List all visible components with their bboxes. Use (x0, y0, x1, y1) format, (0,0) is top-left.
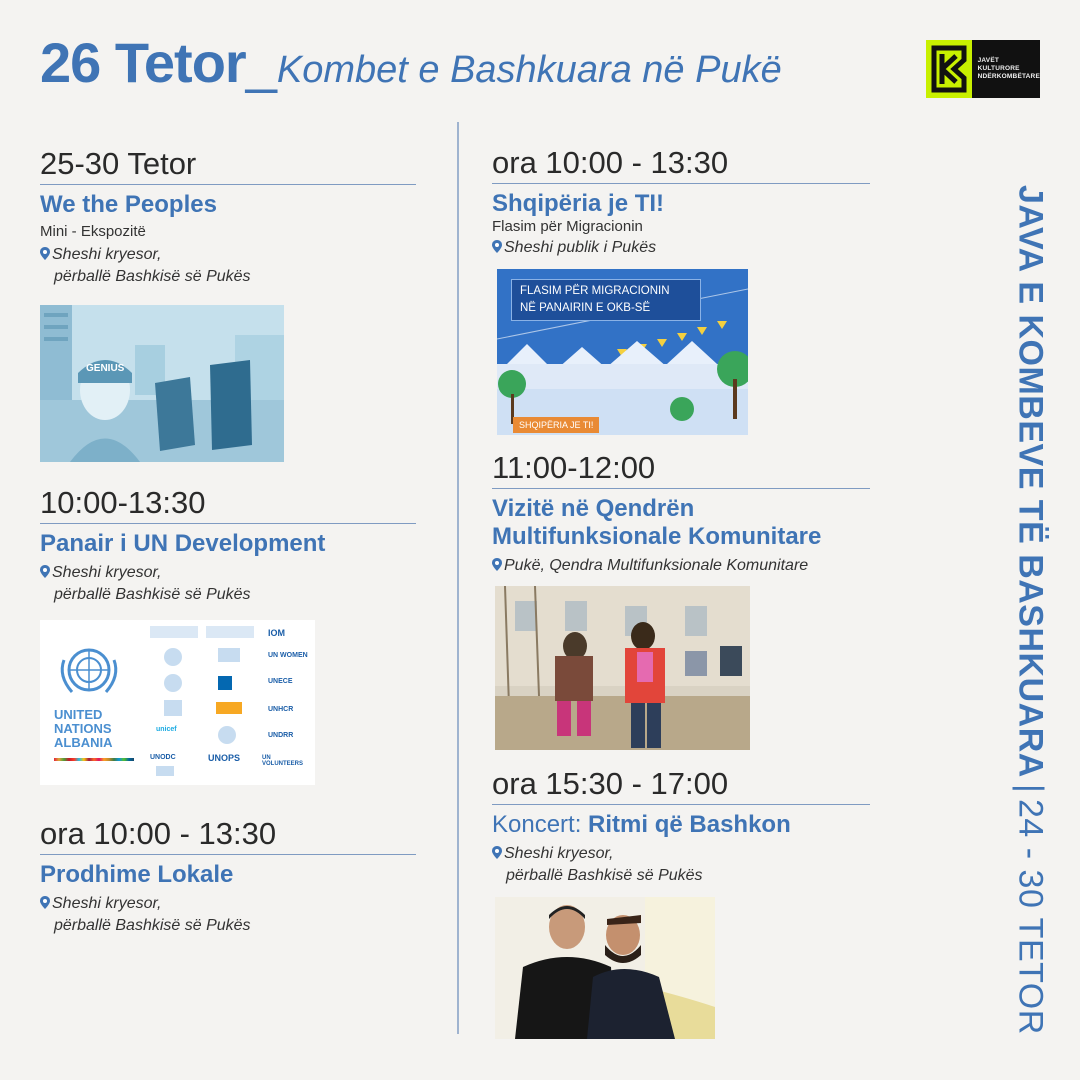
event-time: 10:00-13:30 (40, 485, 416, 524)
title-subtitle: Kombet e Bashkuara në Pukë (276, 49, 782, 91)
event-time: 25-30 Tetor (40, 146, 416, 185)
event-location: Pukë, Qendra Multifunksionale Komunitare (492, 555, 872, 577)
photo-caption: GENIUS (86, 363, 125, 374)
event-we-the-peoples (40, 146, 420, 288)
sdg-color-bar (54, 758, 134, 761)
migration-banner (497, 269, 748, 435)
event-time: ora 10:00 - 13:30 (492, 145, 870, 184)
side-title: JAVA E KOMBEVE TË BASHKUARA (1011, 185, 1050, 778)
exhibition-photo (40, 305, 284, 462)
side-separator: | (1011, 783, 1050, 794)
event-subtitle: Flasim për Migracionin (492, 218, 643, 235)
concert-musicians-photo (495, 897, 715, 1039)
location-pin-icon (492, 240, 502, 253)
side-dates: 24 - 30 TETOR (1011, 799, 1050, 1035)
event-prodhime-lokale (40, 816, 420, 937)
title-date: 26 Tetor (40, 31, 246, 94)
event-title: Shqipëria je TI! (492, 190, 665, 217)
logo-text: JAVËT KULTURORE NDËRKOMBËTARE (977, 57, 1040, 80)
event-location: Sheshi kryesor, përballë Bashkisë së Pukës (40, 244, 420, 288)
event-subtitle: Mini - Ekspozitë (40, 223, 146, 240)
event-title-line-2: Multifunksionale Komunitare (492, 523, 822, 550)
brand-logo (926, 40, 1040, 98)
location-pin-icon (492, 846, 502, 859)
un-albania-wordmark: UNITED NATIONS ALBANIA (54, 707, 113, 750)
agency-undrr: UNDRR (268, 732, 294, 739)
event-un-development (40, 485, 420, 606)
location-pin-icon (40, 565, 50, 578)
event-title: Panair i UN Development (40, 530, 326, 557)
event-shqiperia-je-ti (492, 145, 872, 259)
event-time: 11:00-12:00 (492, 450, 870, 489)
event-title (492, 811, 872, 839)
side-event-title (1010, 185, 1050, 1035)
event-title: Prodhime Lokale (40, 861, 234, 888)
agency-unv: UN VOLUNTEERS (262, 755, 304, 767)
agency-unwomen: UN WOMEN (268, 652, 308, 659)
banner-tag: SHQIPËRIA JE TI! (513, 417, 599, 433)
event-koncert (492, 766, 872, 887)
event-title-name: Ritmi që Bashkon (588, 811, 791, 838)
event-title-line-1: Vizitë në Qendrën (492, 495, 695, 522)
agency-logo-grid (150, 626, 310, 776)
event-location: Sheshi kryesor, përballë Bashkisë së Pukës (492, 843, 872, 887)
location-pin-icon (40, 896, 50, 909)
event-vizite-qendra (492, 450, 872, 577)
un-emblem-icon (54, 642, 124, 702)
event-location: Sheshi kryesor, përballë Bashkisë së Pukës (40, 562, 420, 606)
event-location: Sheshi publik i Pukës (492, 237, 872, 259)
agency-iom: IOM (268, 628, 285, 638)
agency-unodc: UNODC (150, 754, 176, 761)
location-pin-icon (492, 558, 502, 571)
column-divider (457, 122, 459, 1034)
event-time: ora 10:00 - 13:30 (40, 816, 416, 855)
event-location: Sheshi kryesor, përballë Bashkisë së Pukës (40, 893, 420, 937)
location-pin-icon (40, 247, 50, 260)
page-title (40, 30, 782, 100)
agency-unece: UNECE (268, 678, 293, 685)
title-underscore: _ (245, 31, 277, 94)
event-title: We the Peoples (40, 191, 217, 218)
agency-unicef: unicef (156, 726, 177, 733)
community-center-photo (495, 586, 750, 750)
event-time: ora 15:30 - 17:00 (492, 766, 870, 805)
banner-title: FLASIM PËR MIGRACIONIN NË PANAIRIN E OKB-SË (511, 279, 701, 321)
event-title-prefix: Koncert: (492, 811, 589, 838)
k-logo-icon (926, 40, 972, 98)
un-agencies-logo-panel (40, 620, 315, 785)
agency-unops: UNOPS (208, 753, 241, 763)
agency-unhcr: UNHCR (268, 706, 294, 713)
